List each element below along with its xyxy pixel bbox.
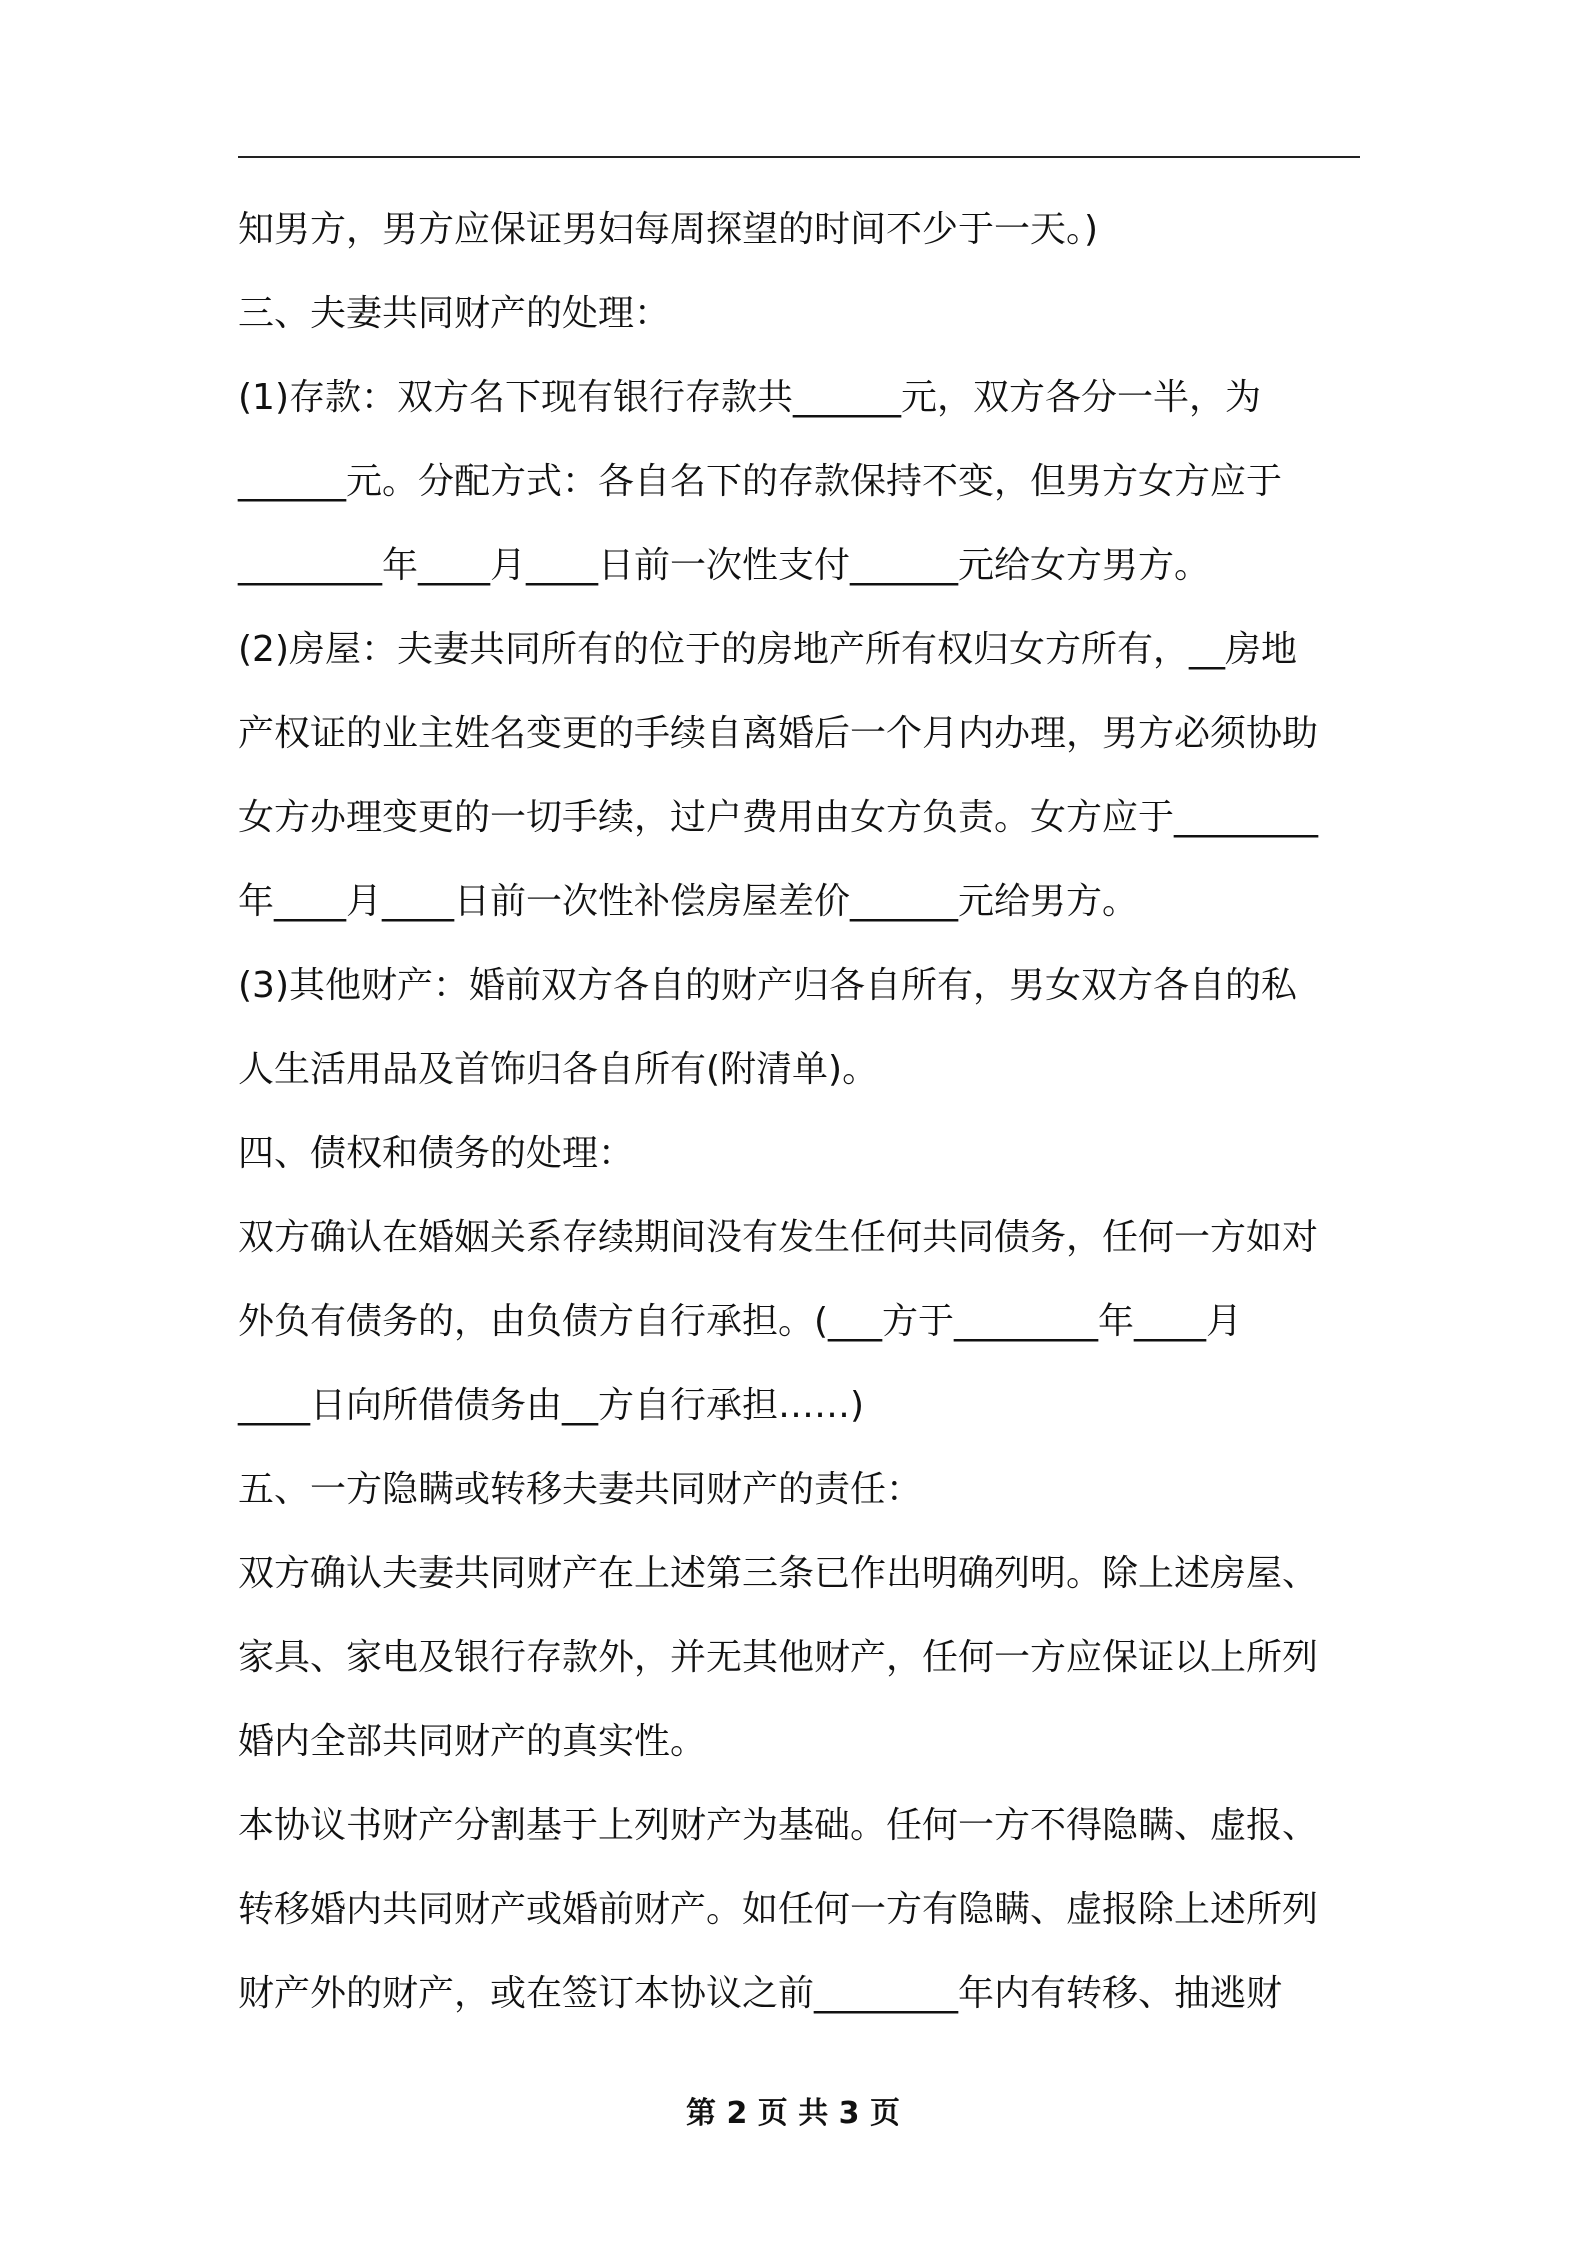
text-line: 产权证的业主姓名变更的手续自离婚后一个月内办理，男方必须协助: [238, 713, 1319, 754]
text-line: 双方确认夫妻共同财产在上述第三条已作出明确列明。除上述房屋、: [238, 1553, 1319, 1594]
section-heading-5: 五、一方隐瞒或转移夫妻共同财产的责任：: [238, 1469, 923, 1510]
document-body: [238, 200, 1362, 2048]
text-line: 双方确认在婚姻关系存续期间没有发生任何共同债务，任何一方如对: [238, 1217, 1319, 1258]
text-line: ______元。分配方式：各自名下的存款保持不变，但男方女方应于: [238, 461, 1283, 502]
text-line: 年____月____日前一次性补偿房屋差价______元给男方。: [238, 881, 1139, 922]
text-line: 家具、家电及银行存款外，并无其他财产，任何一方应保证以上所列: [238, 1637, 1319, 1678]
text-line: (1)存款：双方名下现有银行存款共______元，双方各分一半，为: [238, 377, 1261, 418]
page-footer: 第 2 页 共 3 页: [686, 2096, 900, 2131]
text-line: 人生活用品及首饰归各自所有(附清单)。: [238, 1049, 879, 1090]
text-line: 知男方，男方应保证男妇每周探望的时间不少于一天。): [238, 209, 1099, 250]
section-heading-3: 三、夫妻共同财产的处理：: [238, 293, 671, 334]
text-line: ____日向所借债务由__方自行承担……): [238, 1385, 865, 1426]
text-line: 婚内全部共同财产的真实性。: [238, 1721, 707, 1762]
text-line: 本协议书财产分割基于上列财产为基础。任何一方不得隐瞒、虚报、: [238, 1805, 1319, 1846]
header-rule: [238, 156, 1360, 158]
section-heading-4: 四、债权和债务的处理：: [238, 1133, 635, 1174]
text-line: ________年____月____日前一次性支付______元给女方男方。: [238, 545, 1211, 586]
text-line: 转移婚内共同财产或婚前财产。如任何一方有隐瞒、虚报除上述所列: [238, 1889, 1319, 1930]
text-line: 女方办理变更的一切手续，过户费用由女方负责。女方应于________: [238, 797, 1319, 838]
text-line: (3)其他财产：婚前双方各自的财产归各自所有，男女双方各自的私: [238, 965, 1297, 1006]
text-line: (2)房屋：夫妻共同所有的位于的房地产所有权归女方所有，__房地: [238, 629, 1297, 670]
text-line: 外负有债务的，由负债方自行承担。(___方于________年____月: [238, 1301, 1243, 1342]
text-line: 财产外的财产，或在签订本协议之前________年内有转移、抽逃财: [238, 1973, 1283, 2014]
